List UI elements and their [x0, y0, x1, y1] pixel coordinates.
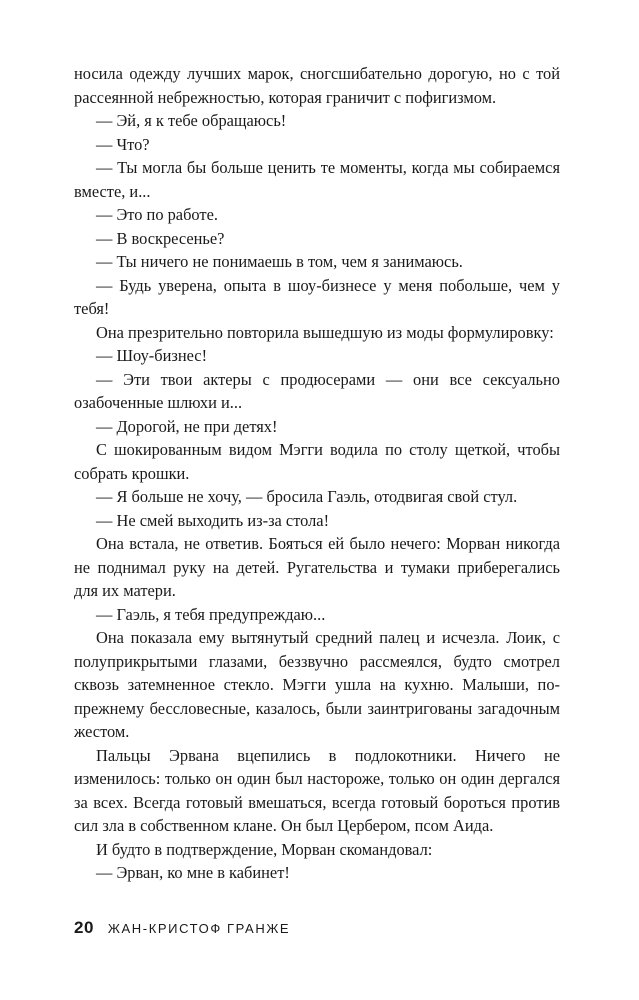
- paragraph: — Ты ничего не понимаешь в том, чем я занимаюсь.: [96, 252, 463, 271]
- paragraph: — Это по работе.: [96, 205, 218, 224]
- paragraph: — Будь уверена, опыта в шоу-бизнесе у меня побольше, чем у тебя!: [74, 275, 560, 318]
- paragraph: Она встала, не ответив. Бояться ей было нечего: Морван никогда не поднимал руку на детей. Ругательства и тумаки приберегались для их матери.: [74, 534, 560, 600]
- paragraph: Она презрительно повторила вышедшую из моды формулировку:: [96, 322, 554, 342]
- paragraph: И будто в подтверждение, Морван скомандовал:: [96, 839, 433, 859]
- paragraph: — Эти твои актеры с продюсерами — они все сексуально озабоченные шлюхи и...: [74, 369, 560, 412]
- paragraph: — Шоу-бизнес!: [96, 346, 208, 365]
- paragraph: С шокированным видом Мэгги водила по столу щеткой, чтобы собрать крошки.: [74, 440, 560, 483]
- paragraph: — В воскресенье?: [96, 228, 225, 248]
- paragraph: Она показала ему вытянутый средний палец и исчезла. Лоик, с полуприкрытыми глазами, беззвучно рассмеялся, будто смотрел сквозь затемненное стекло. Мэгги ушла на кухню. Малыши, по-прежнему бессловесные, казалось, были заинтригованы загадочным жестом.: [74, 628, 560, 741]
- paragraph: — Эрван, ко мне в кабинет!: [96, 863, 290, 882]
- paragraph: носила одежду лучших марок, сногсшибательно дорогую, но с той рассеянной небрежностью, которая граничит с пофигизмом.: [74, 64, 560, 107]
- paragraph: — Ты могла бы больше ценить те моменты, когда мы собираемся вместе, и...: [74, 158, 560, 201]
- paragraph: Пальцы Эрвана вцепились в подлокотники. Ничего не изменилось: только он один был настороже, только он один дергался за всех. Всегда готовый вмешаться, всегда готовый бороться против сил зла в собственном клане. Он был Цербером, псом Аида.: [74, 745, 560, 835]
- page-number: 20: [74, 918, 94, 937]
- running-head: ЖАН-КРИСТОФ ГРАНЖЕ: [107, 921, 291, 936]
- paragraph: — Гаэль, я тебя предупреждаю...: [96, 604, 326, 624]
- page-body: [74, 62, 560, 885]
- paragraph: — Дорогой, не при детях!: [96, 416, 278, 436]
- paragraph: — Что?: [96, 134, 150, 154]
- paragraph: — Эй, я к тебе обращаюсь!: [96, 111, 287, 130]
- page-footer: [74, 918, 290, 938]
- paragraph: — Не смей выходить из-за стола!: [96, 510, 330, 530]
- paragraph: — Я больше не хочу, — бросила Гаэль, отодвигая свой стул.: [96, 487, 518, 506]
